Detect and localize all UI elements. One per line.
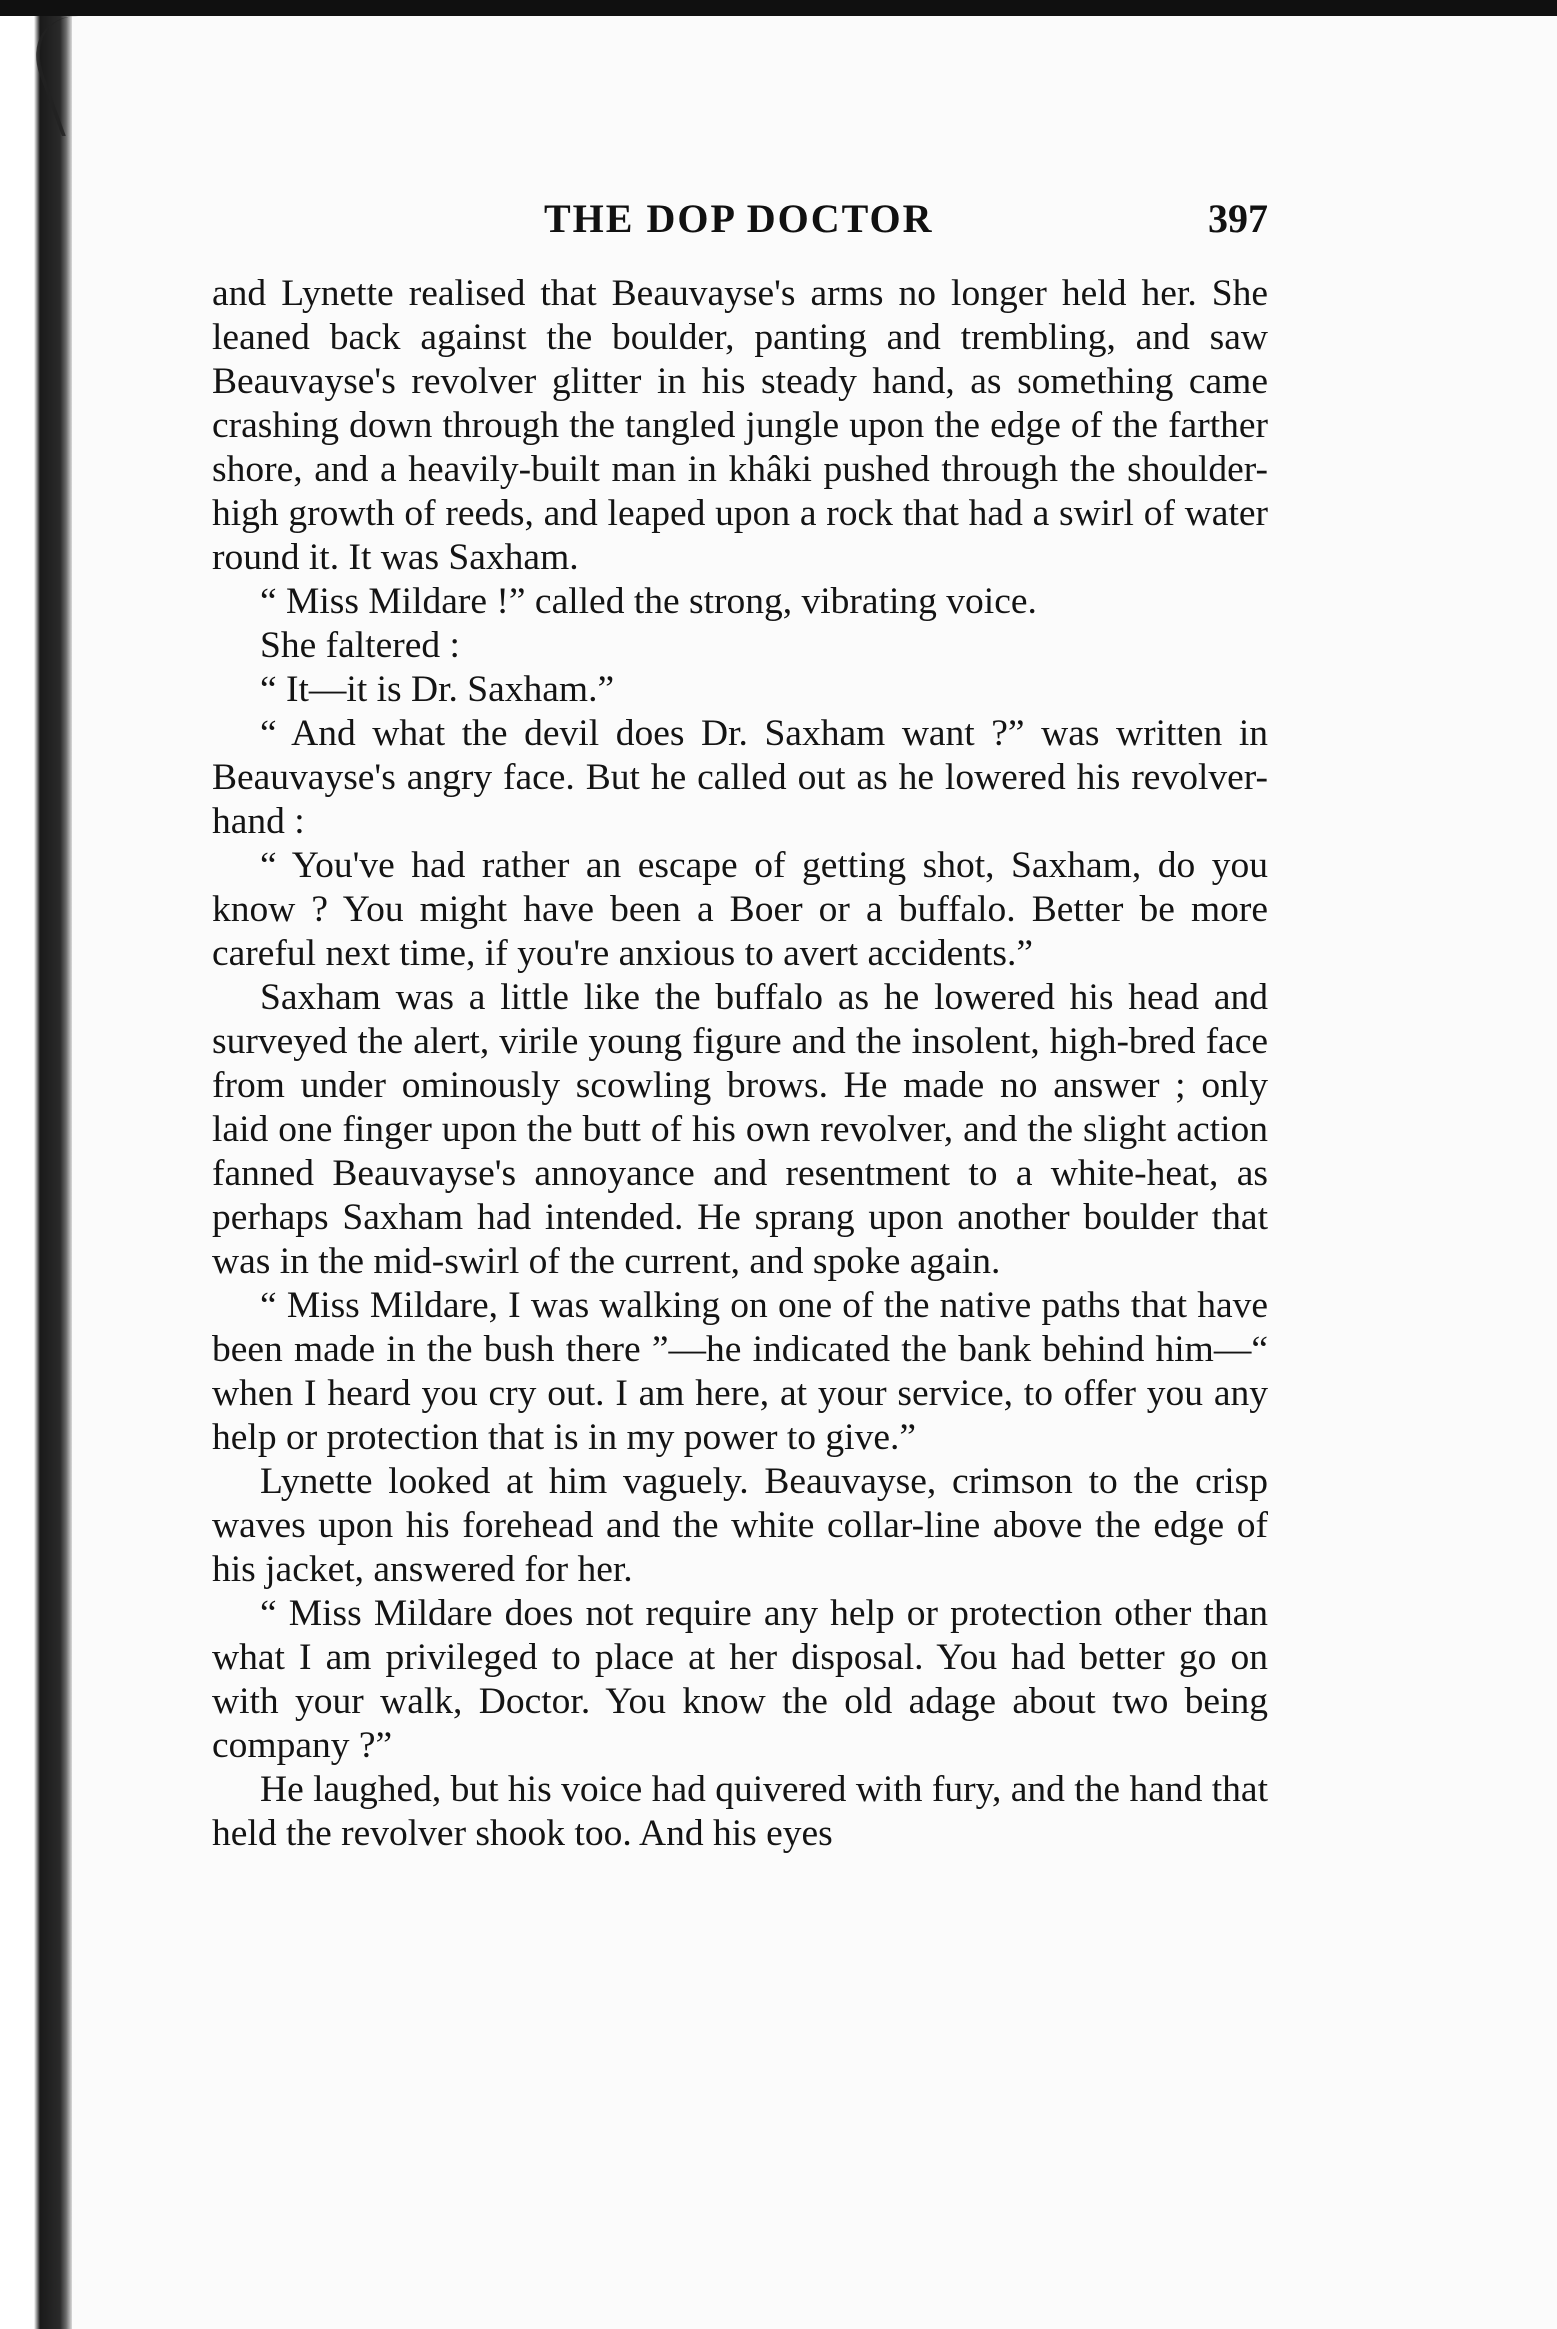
paragraph: “ It—it is Dr. Saxham.” <box>260 669 615 710</box>
paragraph: and Lynette realised that Beauvayse's arms no longer held her. She leaned back against the boulder, panting and trembling, and saw Beauvayse's revolver glitter in his steady hand, as something came crashing down through the tangled jungle upon the edge of the farther shore, and a heavily-built man in khâki pushed through the shoulder-high growth of reeds, and leaped upon a rock that had a swirl of water round it. It was Saxham. <box>212 273 1268 578</box>
scan-top-border <box>0 0 1557 16</box>
paragraph: “ Miss Mildare, I was walking on one of the native paths that have been made in the bush there ”—he indicated the bank behind him—“ when I heard you cry out. I am here, at your service, to offer you any help or protection that is in my power to give.” <box>212 1285 1268 1458</box>
paragraph: He laughed, but his voice had quivered with fury, and the hand that held the revolver shook too. And his eyes <box>212 1769 1268 1854</box>
page-number: 397 <box>1208 196 1268 241</box>
running-header <box>212 195 1268 255</box>
body-text <box>212 272 1268 1856</box>
paragraph: “ And what the devil does Dr. Saxham want ?” was written in Beauvayse's angry face. But he called out as he lowered his revolver-hand : <box>212 713 1268 842</box>
paragraph: Lynette looked at him vaguely. Beauvayse, crimson to the crisp waves upon his forehead and the white collar-line above the edge of his jacket, answered for her. <box>212 1461 1268 1590</box>
paragraph: Saxham was a little like the buffalo as he lowered his head and surveyed the alert, virile young figure and the insolent, high-bred face from under ominously scowling brows. He made no answer ; only laid one finger upon the butt of his own revolver, and the slight action fanned Beauvayse's annoyance and resentment to a white-heat, as perhaps Saxham had intended. He sprang upon another boulder that was in the mid-swirl of the current, and spoke again. <box>212 977 1268 1282</box>
paragraph: She faltered : <box>260 625 460 666</box>
running-title: THE DOP DOCTOR <box>544 196 934 241</box>
paragraph: “ You've had rather an escape of getting shot, Saxham, do you know ? You might have been a Boer or a buffalo. Better be more careful next time, if you're anxious to avert accidents.” <box>212 845 1268 974</box>
paragraph: “ Miss Mildare does not require any help or protection other than what I am privileged to place at her disposal. You had better go on with your walk, Doctor. You know the old adage about two being company ?” <box>212 1593 1268 1766</box>
paragraph: “ Miss Mildare !” called the strong, vibrating voice. <box>260 581 1037 622</box>
book-spine-shadow <box>0 16 72 2329</box>
